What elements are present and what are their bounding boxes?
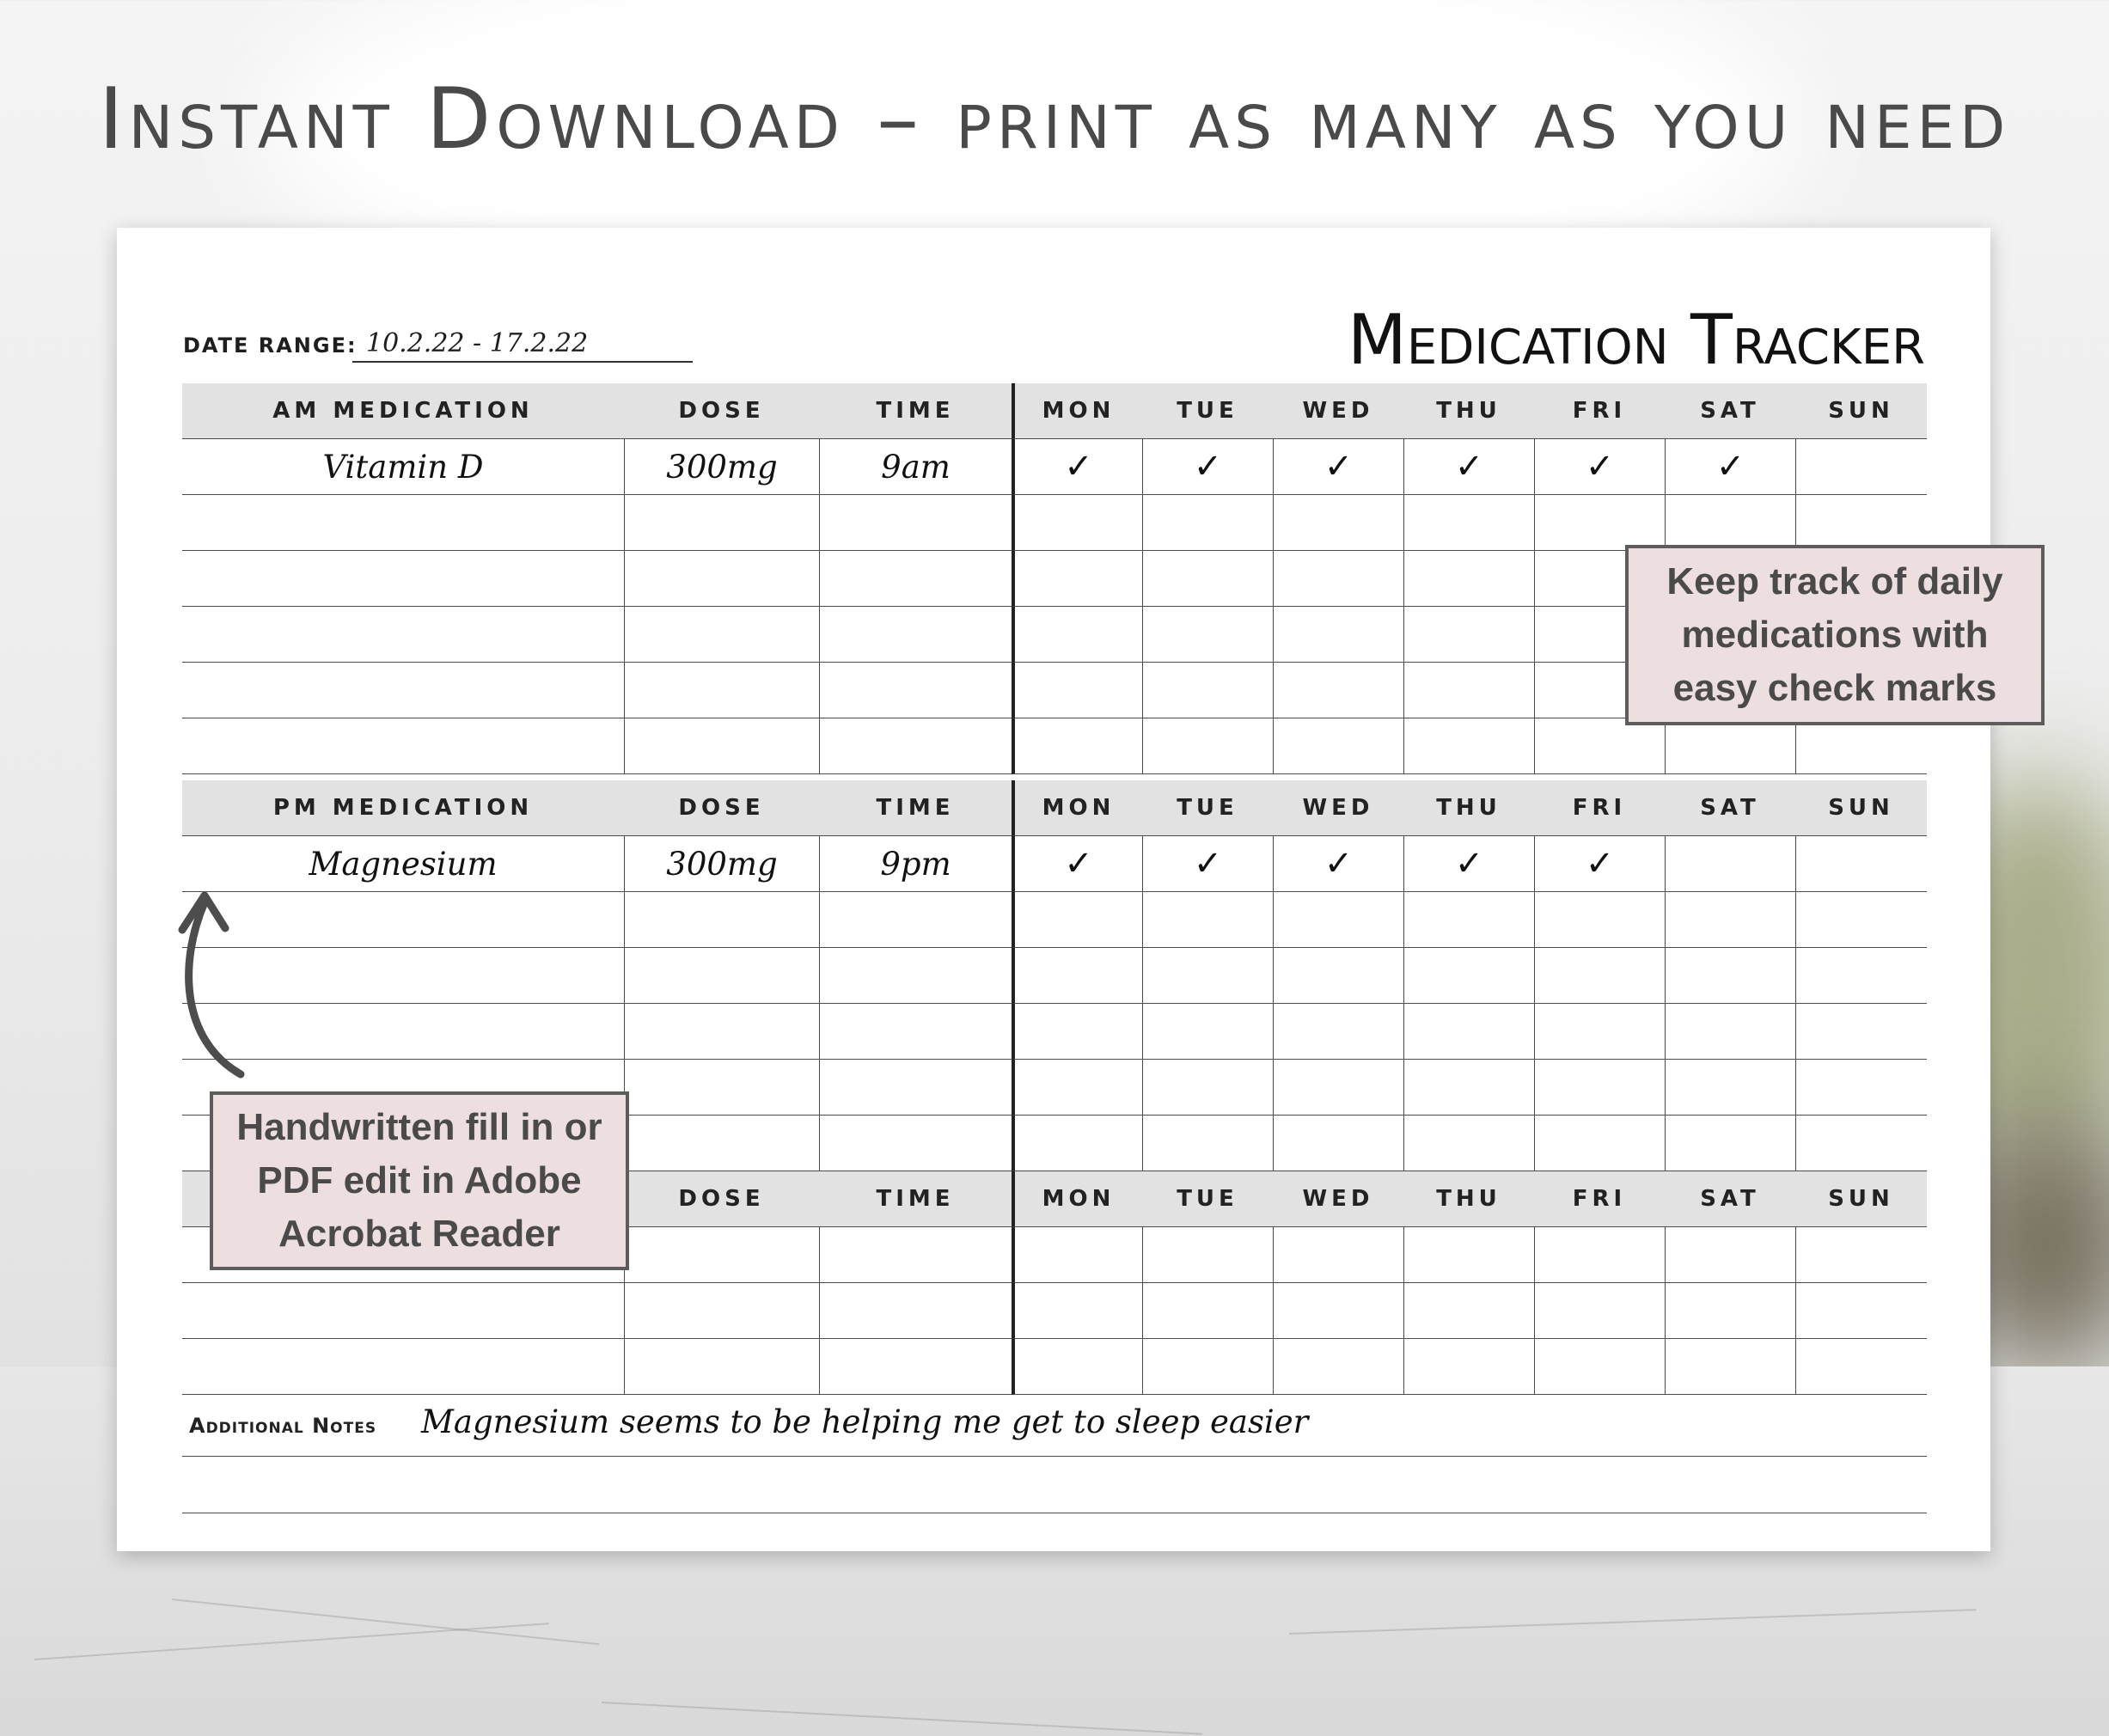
notes-value[interactable]: Magnesium seems to be helping me get to sleep easier: [421, 1403, 1309, 1440]
check-cell-fri[interactable]: [1534, 1339, 1665, 1395]
check-cell-fri[interactable]: [1534, 1116, 1665, 1171]
day-header-thu: THU: [1403, 780, 1534, 836]
dose-header: DOSE: [624, 383, 819, 439]
check-cell-fri[interactable]: [1534, 1227, 1665, 1283]
check-cell-tue[interactable]: [1142, 1283, 1273, 1339]
time-cell[interactable]: [819, 1060, 1012, 1116]
dose-header: DOSE: [624, 780, 819, 836]
check-cell-sat[interactable]: [1665, 439, 1795, 495]
check-mark-icon: ✓: [1323, 447, 1354, 486]
check-cell-sat[interactable]: [1665, 718, 1795, 774]
check-cell-fri[interactable]: [1534, 718, 1665, 774]
time-cell[interactable]: [819, 495, 1012, 551]
check-cell-sat[interactable]: [1665, 495, 1795, 551]
check-cell-thu[interactable]: [1403, 948, 1534, 1004]
check-cell-tue[interactable]: [1142, 439, 1273, 495]
curved-arrow-icon: [172, 885, 275, 1083]
check-cell-wed[interactable]: [1273, 718, 1403, 774]
day-header-mon: MON: [1012, 1171, 1142, 1227]
dose-cell[interactable]: [624, 1060, 819, 1116]
time-cell[interactable]: [819, 1339, 1012, 1395]
check-cell-thu[interactable]: [1403, 663, 1534, 718]
check-cell-thu[interactable]: [1403, 439, 1534, 495]
check-cell-thu[interactable]: [1403, 1227, 1534, 1283]
check-cell-fri[interactable]: [1534, 439, 1665, 495]
check-cell-sat[interactable]: [1665, 836, 1795, 892]
date-range-value[interactable]: 10.2.22 - 17.2.22: [366, 328, 589, 358]
day-header-sun: SUN: [1795, 780, 1927, 836]
check-cell-sat[interactable]: [1665, 1227, 1795, 1283]
time-cell[interactable]: [819, 892, 1012, 948]
callout-check-marks: Keep track of daily medications with easy check marks: [1625, 545, 2045, 725]
medication-cell[interactable]: [182, 1339, 624, 1395]
check-mark-icon: ✓: [1064, 447, 1093, 486]
medication-cell[interactable]: [182, 718, 624, 774]
table-row: [182, 718, 1927, 774]
day-header-tue: TUE: [1142, 780, 1273, 836]
day-header-sat: SAT: [1665, 383, 1795, 439]
table-row: [182, 948, 1927, 1004]
check-cell-sat[interactable]: [1665, 1283, 1795, 1339]
check-mark-icon: ✓: [1193, 844, 1223, 883]
time-cell[interactable]: [819, 718, 1012, 774]
check-mark-icon: ✓: [1193, 447, 1223, 486]
check-cell-fri[interactable]: [1534, 1283, 1665, 1339]
day-header-tue: TUE: [1142, 383, 1273, 439]
day-header-thu: THU: [1403, 1171, 1534, 1227]
notes-line: [182, 1456, 1927, 1457]
time-cell[interactable]: [819, 948, 1012, 1004]
check-cell-sun[interactable]: [1795, 948, 1927, 1004]
time-cell[interactable]: [819, 607, 1012, 663]
dose-cell[interactable]: [624, 948, 819, 1004]
check-cell-tue[interactable]: [1142, 1339, 1273, 1395]
am-medication-header: AM MEDICATION: [182, 383, 624, 439]
check-cell-mon[interactable]: [1012, 836, 1142, 892]
medication-cell[interactable]: [182, 663, 624, 718]
dose-cell[interactable]: [624, 1004, 819, 1060]
dose-cell[interactable]: [624, 718, 819, 774]
check-cell-sun[interactable]: [1795, 892, 1927, 948]
check-cell-sat[interactable]: [1665, 1060, 1795, 1116]
headline: Instant Download – print as many as you need: [98, 70, 2011, 168]
day-header-tue: TUE: [1142, 1171, 1273, 1227]
day-header-fri: FRI: [1534, 1171, 1665, 1227]
check-cell-fri[interactable]: [1534, 495, 1665, 551]
check-cell-tue[interactable]: [1142, 663, 1273, 718]
table-row: [182, 892, 1927, 948]
check-cell-wed[interactable]: [1273, 607, 1403, 663]
day-header-sat: SAT: [1665, 780, 1795, 836]
check-cell-tue[interactable]: [1142, 948, 1273, 1004]
check-mark-icon: ✓: [1715, 447, 1745, 486]
medication-cell[interactable]: Vitamin D: [182, 439, 624, 495]
day-header-fri: FRI: [1534, 780, 1665, 836]
check-cell-mon[interactable]: [1012, 948, 1142, 1004]
check-cell-mon[interactable]: [1012, 1060, 1142, 1116]
check-cell-tue[interactable]: [1142, 607, 1273, 663]
check-cell-tue[interactable]: [1142, 1116, 1273, 1171]
check-cell-wed[interactable]: [1273, 1227, 1403, 1283]
check-cell-wed[interactable]: [1273, 495, 1403, 551]
check-mark-icon: ✓: [1454, 447, 1484, 486]
check-cell-mon[interactable]: [1012, 551, 1142, 607]
check-mark-icon: ✓: [1064, 844, 1093, 883]
check-cell-sun[interactable]: [1795, 1060, 1927, 1116]
check-cell-fri[interactable]: [1534, 948, 1665, 1004]
check-cell-mon[interactable]: [1012, 1116, 1142, 1171]
day-header-sun: SUN: [1795, 383, 1927, 439]
check-cell-fri[interactable]: [1534, 1004, 1665, 1060]
check-cell-wed[interactable]: [1273, 1283, 1403, 1339]
check-cell-sat[interactable]: [1665, 1004, 1795, 1060]
check-cell-sun[interactable]: [1795, 495, 1927, 551]
medication-cell[interactable]: [182, 551, 624, 607]
check-cell-wed[interactable]: [1273, 439, 1403, 495]
check-cell-mon[interactable]: [1012, 1339, 1142, 1395]
date-range-line: [352, 361, 693, 363]
check-cell-sun[interactable]: [1795, 718, 1927, 774]
dose-header: DOSE: [624, 1171, 819, 1227]
check-cell-thu[interactable]: [1403, 836, 1534, 892]
notes-label: Additional Notes: [189, 1414, 377, 1438]
dose-cell[interactable]: [624, 1339, 819, 1395]
check-cell-wed[interactable]: [1273, 1060, 1403, 1116]
dose-cell[interactable]: [624, 1227, 819, 1283]
table-row: [182, 836, 1927, 892]
check-cell-thu[interactable]: [1403, 892, 1534, 948]
time-cell[interactable]: 9am: [819, 439, 1012, 495]
check-cell-mon[interactable]: [1012, 1227, 1142, 1283]
time-cell[interactable]: [819, 1283, 1012, 1339]
check-cell-sun[interactable]: [1795, 1227, 1927, 1283]
date-range-label: DATE RANGE:: [183, 333, 358, 358]
day-header-sun: SUN: [1795, 1171, 1927, 1227]
check-cell-sat[interactable]: [1665, 1116, 1795, 1171]
day-header-thu: THU: [1403, 383, 1534, 439]
table-row: [182, 1339, 1927, 1395]
check-cell-tue[interactable]: [1142, 892, 1273, 948]
dose-cell[interactable]: [624, 1283, 819, 1339]
dose-cell[interactable]: [624, 551, 819, 607]
dose-cell[interactable]: [624, 892, 819, 948]
pm-medication-header: PM MEDICATION: [182, 780, 624, 836]
check-mark-icon: ✓: [1454, 844, 1484, 883]
check-cell-thu[interactable]: [1403, 495, 1534, 551]
table-row: [182, 1283, 1927, 1339]
check-cell-sat[interactable]: [1665, 948, 1795, 1004]
dose-cell[interactable]: 300mg: [624, 836, 819, 892]
medication-cell[interactable]: [182, 1283, 624, 1339]
check-cell-thu[interactable]: [1403, 1060, 1534, 1116]
check-cell-sat[interactable]: [1665, 892, 1795, 948]
time-cell[interactable]: [819, 663, 1012, 718]
time-cell[interactable]: [819, 1004, 1012, 1060]
time-cell[interactable]: 9pm: [819, 836, 1012, 892]
check-mark-icon: ✓: [1585, 844, 1615, 883]
check-cell-mon[interactable]: [1012, 1004, 1142, 1060]
check-cell-thu[interactable]: [1403, 1004, 1534, 1060]
check-cell-wed[interactable]: [1273, 1339, 1403, 1395]
check-cell-mon[interactable]: [1012, 439, 1142, 495]
check-cell-mon[interactable]: [1012, 892, 1142, 948]
day-header-mon: MON: [1012, 383, 1142, 439]
check-cell-thu[interactable]: [1403, 1116, 1534, 1171]
check-cell-thu[interactable]: [1403, 718, 1534, 774]
check-cell-mon[interactable]: [1012, 663, 1142, 718]
check-cell-thu[interactable]: [1403, 551, 1534, 607]
check-mark-icon: ✓: [1585, 447, 1615, 486]
check-cell-fri[interactable]: [1534, 836, 1665, 892]
day-header-wed: WED: [1273, 1171, 1403, 1227]
check-cell-wed[interactable]: [1273, 892, 1403, 948]
table-row: [182, 1004, 1927, 1060]
check-cell-mon[interactable]: [1012, 607, 1142, 663]
check-cell-fri[interactable]: [1534, 1060, 1665, 1116]
check-cell-mon[interactable]: [1012, 1283, 1142, 1339]
table-row: [182, 495, 1927, 551]
check-cell-fri[interactable]: [1534, 892, 1665, 948]
check-cell-mon[interactable]: [1012, 495, 1142, 551]
check-cell-tue[interactable]: [1142, 551, 1273, 607]
check-cell-sun[interactable]: [1795, 836, 1927, 892]
table-row: [182, 439, 1927, 495]
dose-cell[interactable]: [624, 607, 819, 663]
check-cell-tue[interactable]: [1142, 718, 1273, 774]
medication-cell[interactable]: Magnesium: [182, 836, 624, 892]
check-cell-wed[interactable]: [1273, 551, 1403, 607]
dose-cell[interactable]: [624, 495, 819, 551]
check-cell-wed[interactable]: [1273, 948, 1403, 1004]
day-header-wed: WED: [1273, 383, 1403, 439]
time-header: TIME: [819, 780, 1012, 836]
check-cell-wed[interactable]: [1273, 1116, 1403, 1171]
dose-cell[interactable]: 300mg: [624, 439, 819, 495]
day-header-wed: WED: [1273, 780, 1403, 836]
day-header-fri: FRI: [1534, 383, 1665, 439]
check-cell-sun[interactable]: [1795, 1116, 1927, 1171]
check-cell-tue[interactable]: [1142, 495, 1273, 551]
dose-cell[interactable]: [624, 663, 819, 718]
check-cell-thu[interactable]: [1403, 1339, 1534, 1395]
check-cell-sun[interactable]: [1795, 1283, 1927, 1339]
check-cell-tue[interactable]: [1142, 1060, 1273, 1116]
check-cell-thu[interactable]: [1403, 607, 1534, 663]
callout-fill-in: Handwritten fill in or PDF edit in Adobe Acrobat Reader: [210, 1091, 629, 1270]
check-cell-sun[interactable]: [1795, 1004, 1927, 1060]
day-header-mon: MON: [1012, 780, 1142, 836]
check-cell-tue[interactable]: [1142, 836, 1273, 892]
medication-cell[interactable]: [182, 495, 624, 551]
tracker-title: Medication Tracker: [1347, 300, 1925, 380]
check-cell-mon[interactable]: [1012, 718, 1142, 774]
time-header: TIME: [819, 383, 1012, 439]
day-header-sat: SAT: [1665, 1171, 1795, 1227]
check-cell-tue[interactable]: [1142, 1004, 1273, 1060]
check-cell-sun[interactable]: [1795, 439, 1927, 495]
check-cell-wed[interactable]: [1273, 1004, 1403, 1060]
pm-header-row: [182, 780, 1927, 836]
check-cell-sat[interactable]: [1665, 1339, 1795, 1395]
check-cell-tue[interactable]: [1142, 1227, 1273, 1283]
check-mark-icon: ✓: [1323, 844, 1354, 883]
time-header: TIME: [819, 1171, 1012, 1227]
am-header-row: [182, 383, 1927, 439]
check-cell-thu[interactable]: [1403, 1283, 1534, 1339]
medication-cell[interactable]: [182, 607, 624, 663]
check-cell-wed[interactable]: [1273, 836, 1403, 892]
time-cell[interactable]: [819, 1227, 1012, 1283]
check-cell-wed[interactable]: [1273, 663, 1403, 718]
time-cell[interactable]: [819, 551, 1012, 607]
dose-cell[interactable]: [624, 1116, 819, 1171]
check-cell-sun[interactable]: [1795, 1339, 1927, 1395]
tracker-sheet: [117, 228, 1990, 1551]
time-cell[interactable]: [819, 1116, 1012, 1171]
